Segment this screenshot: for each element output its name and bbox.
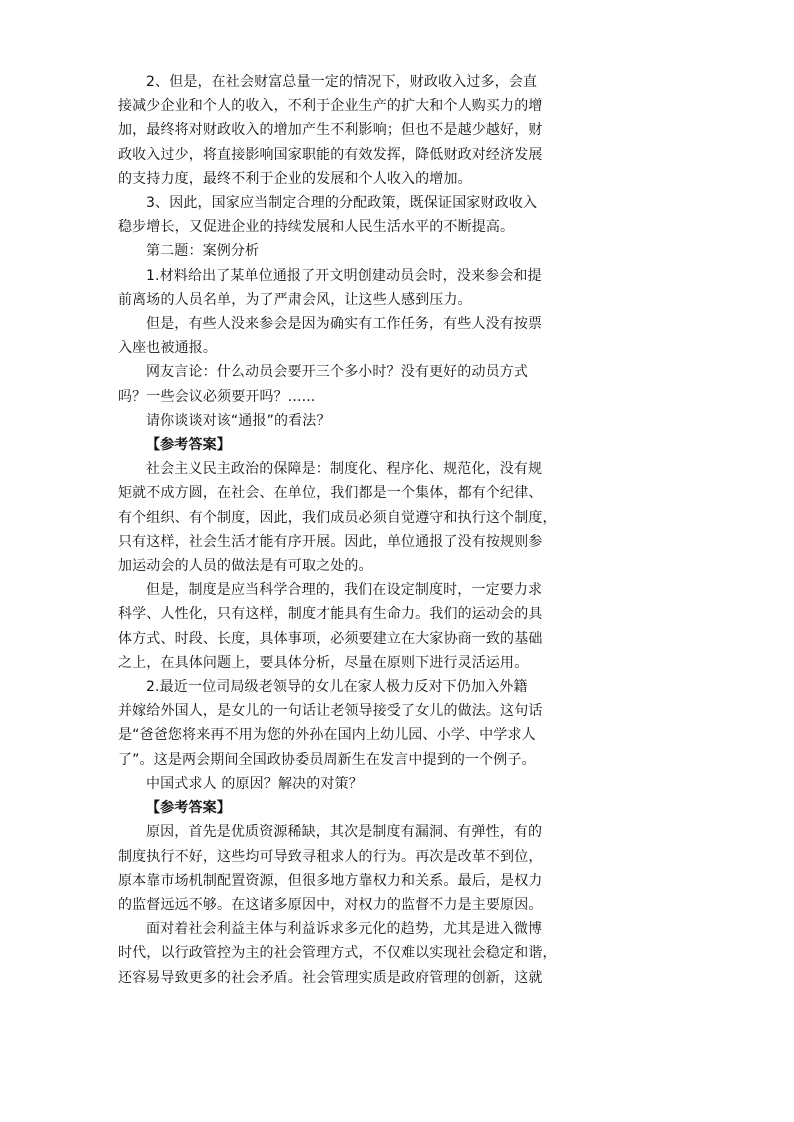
text-line: 接减少企业和个人的收入，不利于企业生产的扩大和个人购买力的增: [118, 98, 543, 115]
text-line: 中国式求人 的原因？解决的对策？: [146, 775, 363, 792]
text-line: 但是，制度是应当科学合理的，我们在设定制度时，一定要力求: [146, 582, 543, 599]
document-page: [118, 70, 557, 990]
text-line: 原因，首先是优质资源稀缺，其次是制度有漏洞、有弹性，有的: [146, 824, 543, 841]
text-line: 原本靠市场机制配置资源，但很多地方靠权力和关系。最后，是权力: [118, 872, 543, 889]
text-line: 稳步增长，又促进企业的持续发展和人民生活水平的不断提高。: [118, 219, 515, 236]
text-line: 入座也被通报。: [118, 340, 218, 357]
paragraph: [118, 312, 550, 360]
paragraph: [118, 191, 550, 239]
text-line: 网友言论：什么动员会要开三个多小时？没有更好的动员方式: [146, 364, 529, 381]
text-line: 【参考答案】: [146, 437, 231, 454]
text-line: 体方式、时段、长度，具体事项，必须要建立在大家协商一致的基础: [118, 630, 543, 647]
text-line: 了”。这是两会期间全国政协委员周新生在发言中提到的一个例子。: [118, 751, 536, 768]
text-line: 矩就不成方圆，在社会、在单位，我们都是一个集体，都有个纪律、: [118, 485, 543, 502]
text-line: 2、但是，在社会财富总量一定的情况下，财政收入过多，会直: [146, 74, 538, 90]
paragraph: [118, 409, 550, 433]
text-line: 有个组织、有个制度，因此，我们成员必须自觉遵守和执行这个制度，: [118, 509, 557, 526]
text-line: 只有这样，社会生活才能有序开展。因此，单位通报了没有按规则参: [118, 533, 543, 550]
text-line: 加运动会的人员的做法是有可取之处的。: [118, 558, 373, 575]
paragraph: [118, 239, 550, 263]
text-line: 的监督远远不够。在这诸多原因中，对权力的监督不力是主要原因。: [118, 896, 543, 913]
text-line: 加，最终将对财政收入的增加产生不利影响；但也不是越少越好，财: [118, 122, 543, 139]
text-line: 时代，以行政管控为主的社会管理方式，不仅难以实现社会稳定和谐，: [118, 945, 557, 962]
text-line: 请你谈谈对该“通报”的看法？: [146, 412, 331, 429]
paragraph: [118, 457, 557, 578]
text-line: 制度执行不好，这些均可导致寻租求人的行为。再次是改革不到位，: [118, 848, 543, 865]
paragraph: [118, 675, 550, 772]
paragraph: [118, 70, 550, 191]
text-line: 社会主义民主政治的保障是：制度化、程序化、规范化，没有规: [146, 461, 543, 478]
paragraph: [118, 796, 550, 820]
text-line: 1.材料给出了某单位通报了开文明创建动员会时，没来参会和提: [146, 267, 542, 284]
paragraph: [118, 772, 550, 796]
text-line: 吗？一些会议必须要开吗？......: [118, 388, 316, 405]
paragraph: [118, 578, 550, 675]
paragraph: [118, 433, 550, 457]
text-line: 科学、人性化，只有这样，制度才能具有生命力。我们的运动会的具: [118, 606, 543, 623]
text-line: 3、因此，国家应当制定合理的分配政策，既保证国家财政收入: [146, 195, 538, 212]
text-line: 政收入过少，将直接影响国家职能的有效发挥，降低财政对经济发展: [118, 146, 543, 163]
text-line: 并嫁给外国人，是女儿的一句话让老领导接受了女儿的做法。这句话: [118, 703, 543, 720]
text-line: 前离场的人员名单，为了严肃会风，让这些人感到压力。: [118, 291, 472, 308]
paragraph: [118, 820, 550, 917]
text-line: 但是，有些人没来参会是因为确实有工作任务，有些人没有按票: [146, 316, 543, 333]
paragraph: [118, 917, 557, 990]
text-line: 面对着社会利益主体与利益诉求多元化的趋势，尤其是进入微博: [146, 921, 543, 938]
text-line: 2.最近一位司局级老领导的女儿在家人极力反对下仍加入外籍: [146, 679, 528, 696]
paragraph: [118, 360, 550, 408]
text-line: 【参考答案】: [146, 800, 231, 817]
text-line: 第二题：案例分析: [146, 243, 260, 260]
paragraph: [118, 264, 550, 312]
text-line: 的支持力度，最终不利于企业的发展和个人收入的增加。: [118, 170, 472, 187]
text-line: 还容易导致更多的社会矛盾。社会管理实质是政府管理的创新，这就: [118, 969, 543, 986]
text-line: 是“爸爸您将来再不用为您的外孙在国内上幼儿园、小学、中学求人: [118, 727, 536, 744]
text-line: 之上，在具体问题上，要具体分析，尽量在原则下进行灵活运用。: [118, 654, 529, 671]
